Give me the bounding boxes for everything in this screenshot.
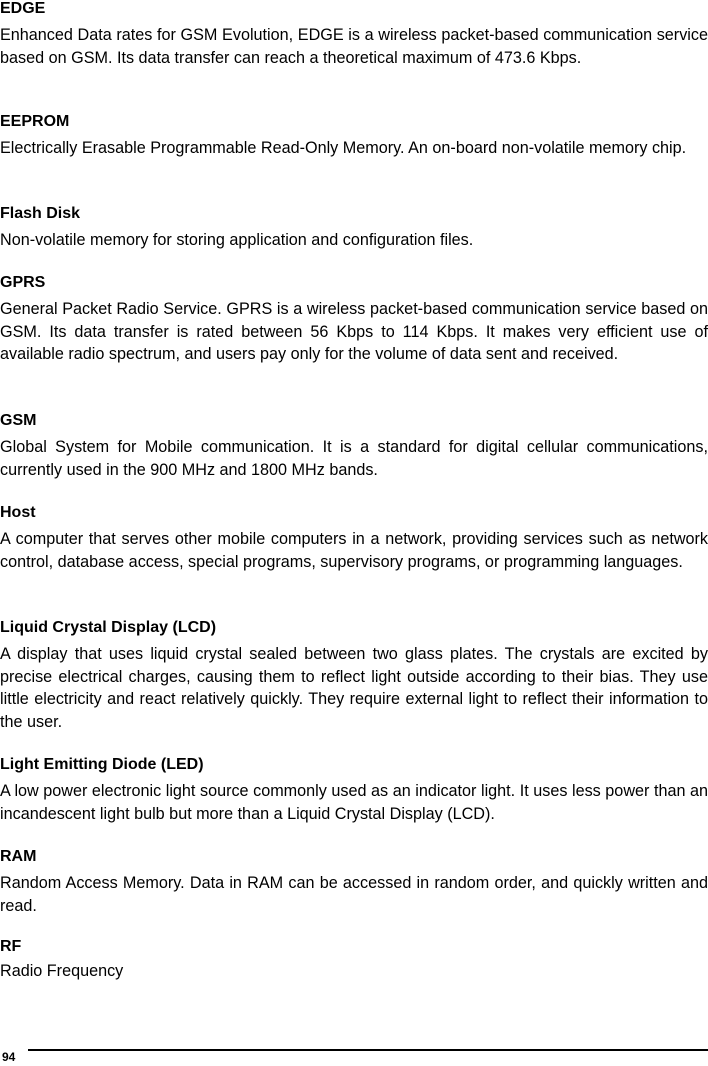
glossary-entry-edge [0,0,708,69]
glossary-definition: Non-volatile memory for storing application and configuration files. [0,231,474,249]
glossary-term: Liquid Crystal Display (LCD) [0,619,217,636]
glossary-definition: A computer that serves other mobile computers in a network, providing services such as network control, database access, special programs, supervisory programs, or programming languages. [0,530,708,571]
glossary-entry-led [0,756,708,825]
glossary-definition: General Packet Radio Service. GPRS is a wireless packet-based communication service based on GSM. Its data transfer is rated between 56 Kbps to 114 Kbps. It makes very efficient use of available radio spectrum, and users pay only for the volume of data sent and received. [0,300,708,363]
glossary-definition: Radio Frequency [0,962,124,980]
glossary-definition: Electrically Erasable Programmable Read-Only Memory. An on-board non-volatile memory chip. [0,139,687,157]
glossary-term: GSM [0,412,37,429]
glossary-definition: A low power electronic light source commonly used as an indicator light. It uses less power than an incandescent light bulb but more than a Liquid Crystal Display (LCD). [0,782,708,823]
glossary-definition: Random Access Memory. Data in RAM can be accessed in random order, and quickly written and read. [0,874,708,915]
glossary-entry-lcd [0,619,708,733]
glossary-term: RF [0,938,22,955]
glossary-term: GPRS [0,274,46,291]
glossary-term: Flash Disk [0,205,81,222]
glossary-entry-rf [0,938,708,981]
glossary-entry-eeprom [0,113,708,160]
glossary-definition: Enhanced Data rates for GSM Evolution, EDGE is a wireless packet-based communication service based on GSM. Its data transfer can reach a theoretical maximum of 473.6 Kbps. [0,26,708,67]
glossary-entry-gprs [0,274,708,366]
page-number: 94 [2,1050,16,1064]
glossary-definition: Global System for Mobile communication. It is a standard for digital cellular communications, currently used in the 900 MHz and 1800 MHz bands. [0,438,708,479]
glossary-term: Host [0,504,36,521]
glossary-entry-flash-disk [0,205,708,252]
glossary-term: EEPROM [0,113,70,130]
glossary-term: Light Emitting Diode (LED) [0,756,204,773]
page-footer [0,1048,708,1066]
glossary-definition: A display that uses liquid crystal sealed between two glass plates. The crystals are excited by precise electrical charges, causing them to reflect light outside according to their bias. They use little electricity and react relatively quickly. They require external light to reflect their information to the user. [0,645,708,731]
glossary-entry-host [0,504,708,573]
glossary-term: EDGE [0,0,46,17]
glossary-term: RAM [0,848,37,865]
glossary-entry-gsm [0,412,708,481]
glossary-entry-ram [0,848,708,917]
footer-rule [28,1049,708,1051]
